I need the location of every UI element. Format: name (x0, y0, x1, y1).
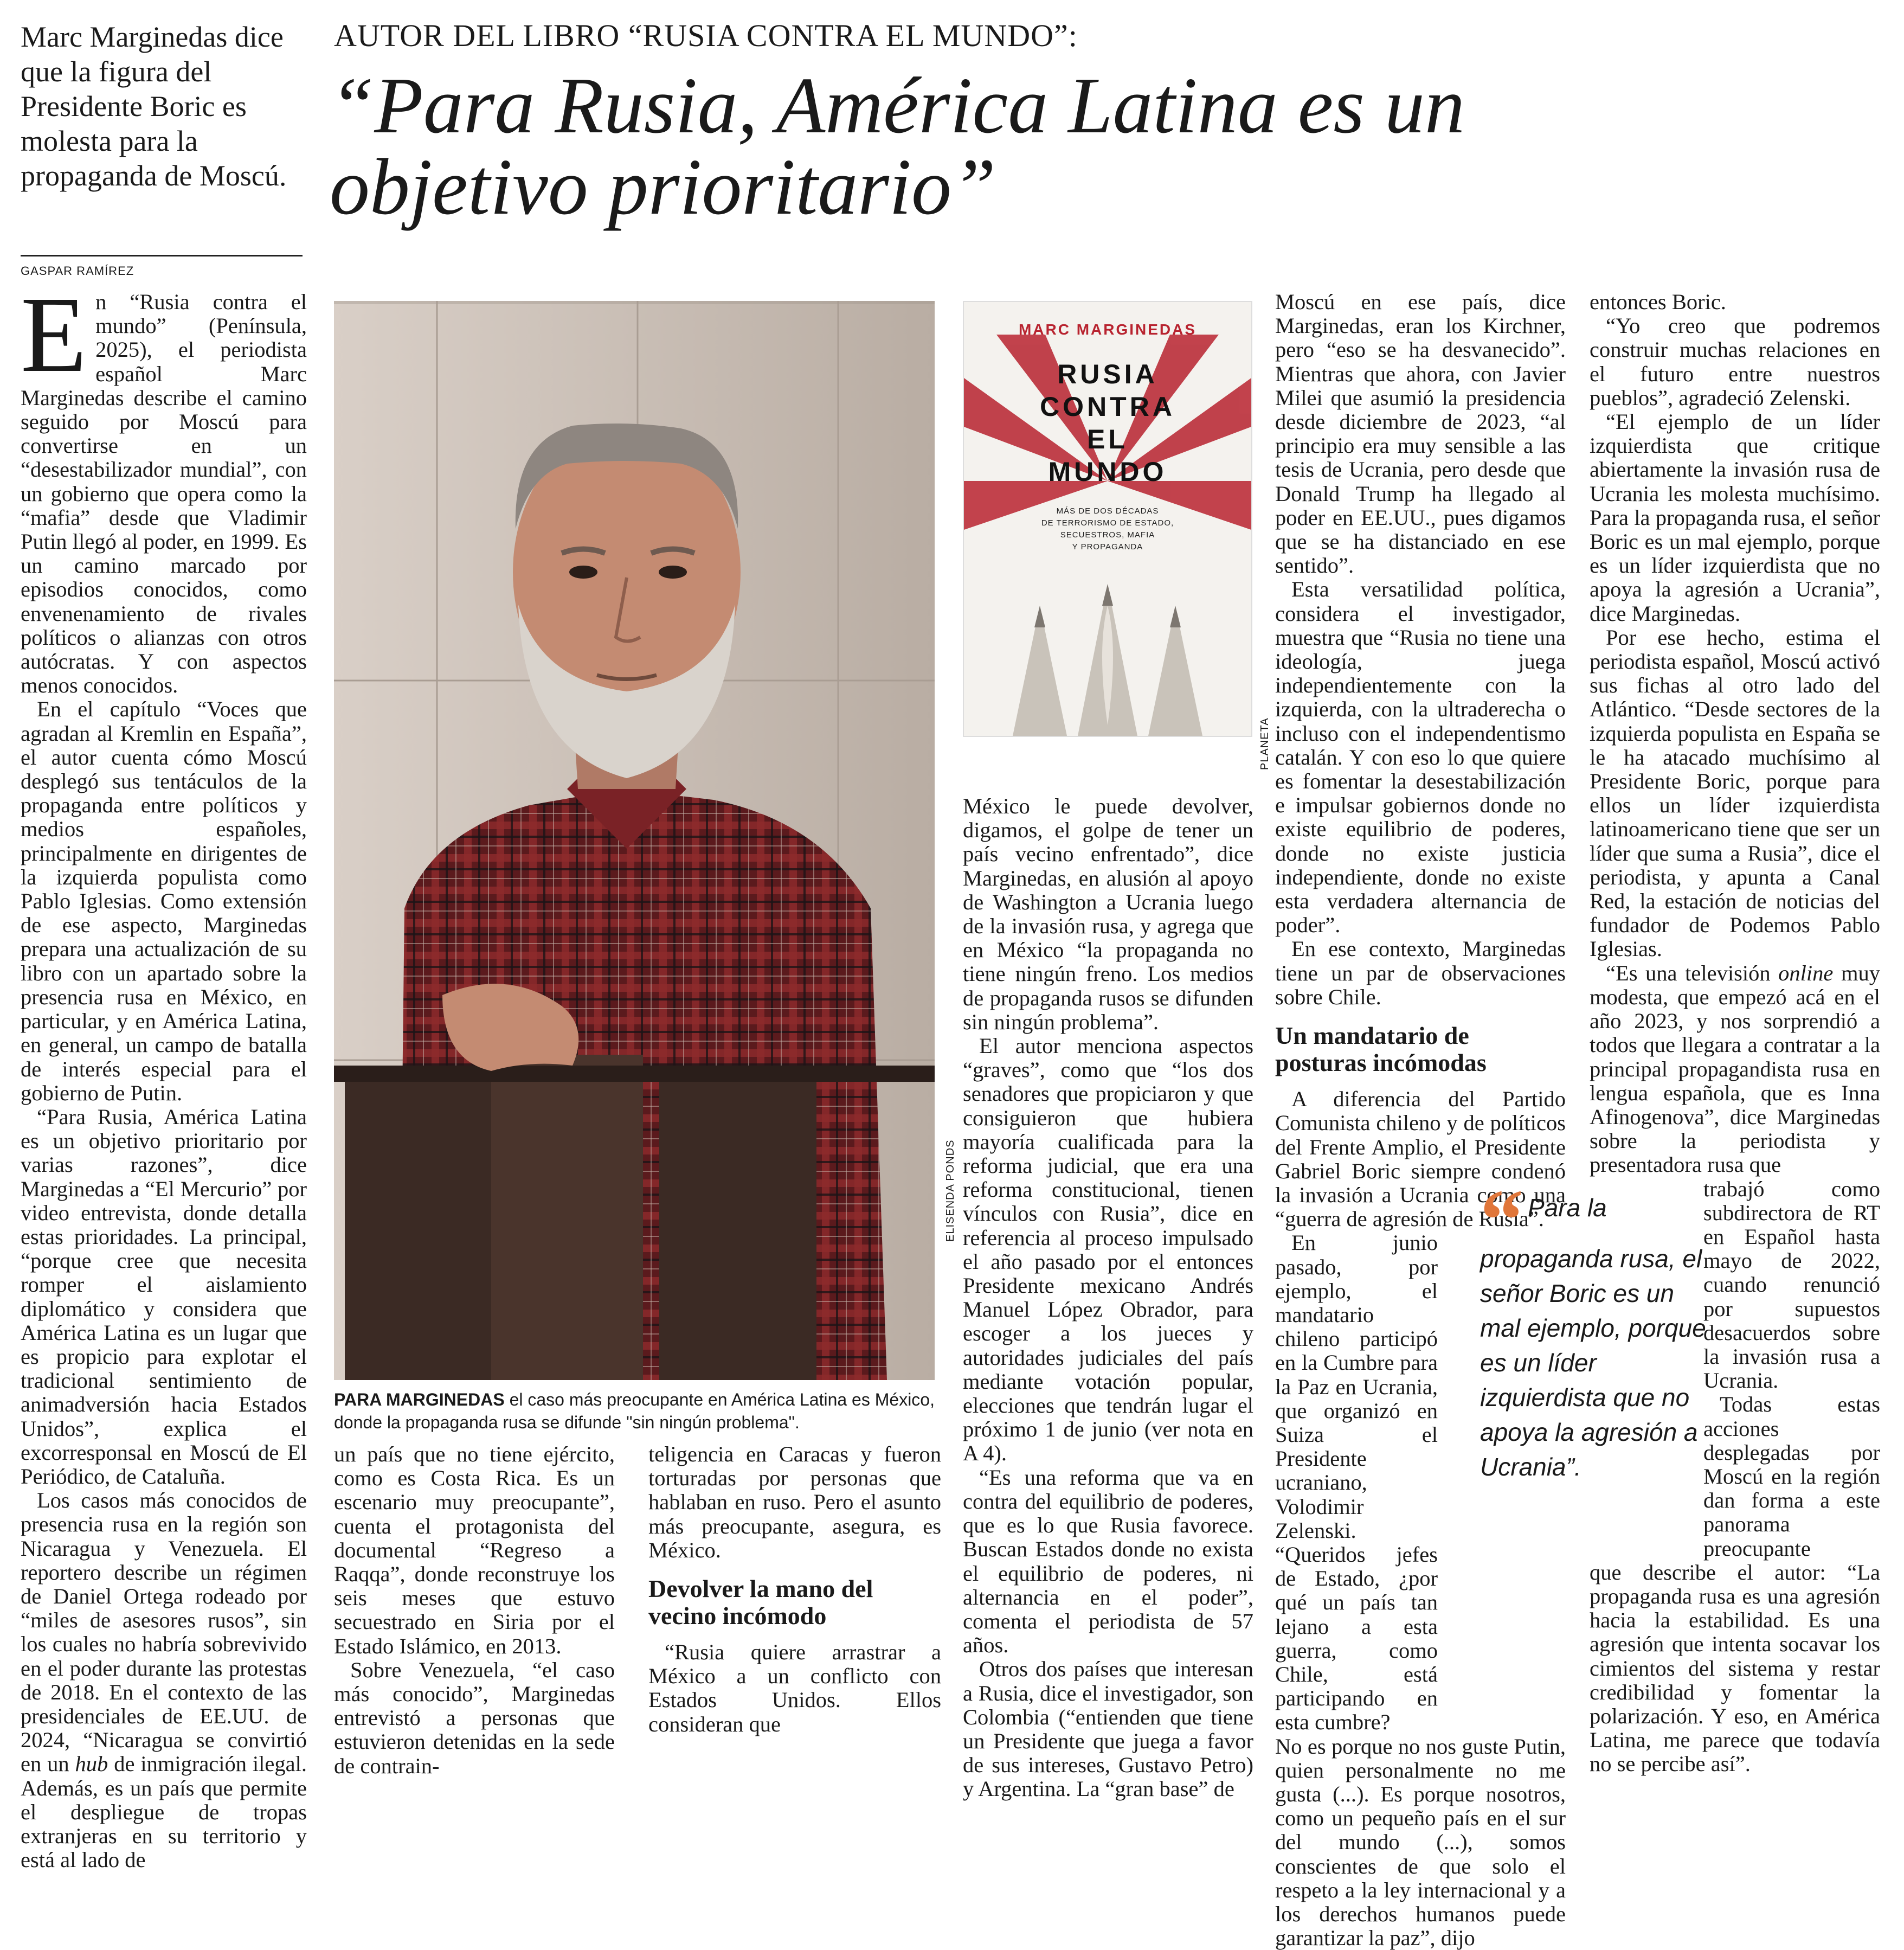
paragraph: Todas estas acciones desplegadas por Moscú en la región dan forma a este panorama preocupante (1703, 1392, 1880, 1561)
book-title-line: CONTRA (1040, 392, 1175, 422)
book-subtitle-line: SECUESTROS, MAFIA (1060, 530, 1155, 540)
book-cover (963, 301, 1252, 737)
paragraph: “El ejemplo de un líder izquierdista que critique abiertamente la invasión rusa de Ucrania les molesta muchísimo. Para la propaganda rusa, el señor Boric es un mal ejemplo, porque es un líder izquierdista que no apoya la agresión a Ucrania”, dice Marginedas. (1590, 409, 1880, 626)
paragraph: México le puede devolver, digamos, el golpe de tener un país vecino enfrentado”, dice Marginedas, en alusión al apoyo de Washington a Ucrania luego de la invasión rusa, y agrega que en México “la propaganda no tiene ningún freno. Los medios de propaganda rusos se difunden sin ningún problema”. (963, 794, 1253, 1034)
book-subtitle-line: DE TERRORISMO DE ESTADO, (1041, 518, 1174, 528)
paragraph: El autor menciona aspectos “graves”, como que “los dos senadores que propiciaron y que consiguieron que hubiera mayoría cualificada para la reforma judicial, que era una reforma constitucional, tienen vínculos con Rusia”, dice en referencia al proceso impulsado el año pasado por el entonces Presidente mexicano Andrés Manuel López Obrador, para escoger a los jueces y autoridades judiciales del país mediante votación popular, elecciones que tendrán lugar el próximo 1 de junio (ver nota en A 4). (963, 1034, 1253, 1466)
portrait-illustration (334, 301, 935, 1380)
paragraph: entonces Boric. (1590, 290, 1726, 314)
paragraph: Moscú en ese país, dice Marginedas, eran los Kirchner, pero “eso se ha desvanecido”. Mientras que ahora, con Javier Milei que asumió la presidencia desde diciembre de 2023, “al principio era muy sensible a las tesis de Ucrania, pero desde que Donald Trump ha llegado al poder en EE.UU., pues digamos que se ha distanciado en ese sentido”. (1275, 290, 1566, 578)
book-title-line: MUNDO (1048, 457, 1167, 487)
italic-word: online (1778, 960, 1834, 985)
italic-word: hub (75, 1752, 108, 1776)
paragraph: En el capítulo “Voces que agradan al Kremlin en España”, el autor cuenta cómo Moscú desplegó sus tentáculos de la propaganda entre políticos y medios españoles, principalmente en dirigentes de la izquierda populista como Pablo Iglesias. Como extensión de ese aspecto, Marginedas prepara una actualización de su libro con un apartado sobre la presencia rusa en México, en particular, y en América Latina, en general, un campo de batalla de interés especial para el gobierno de Putin. (21, 697, 307, 1105)
column-2 (334, 1442, 615, 1778)
paragraph: No es porque no nos guste Putin, quien personalmente no me gusta (...). Es porque nosotros, como un pequeño país en el sur del mundo (...), somos conscientes de que solo el respeto a la ley internacional y a los derechos humanos puede garantizar la paz”, dijo (1275, 1734, 1566, 1950)
byline: GASPAR RAMÍREZ (21, 255, 303, 278)
column-4 (963, 794, 1253, 1801)
text: n “Rusia contra el mundo” (Península, 2025), el periodista español Marc Marginedas describe el camino seguido por Moscú para convertirse en un “desestabilizador mundial”, con un gobierno que opera como la “mafia” desde que Vladimir Putin llegó al poder, en 1999. Es un camino marcado por episodios conocidos, como envenenamiento de rivales políticos o alianzas con otros autócratas. Y con aspectos menos conocidos. (21, 290, 307, 698)
column-5 (1275, 290, 1566, 1950)
photo-credit: ELISENDA PONDS (944, 1139, 956, 1242)
text: “Es una televisión (1606, 960, 1771, 985)
column-6 (1590, 290, 1880, 1776)
paragraph (1590, 961, 1880, 1177)
section-heading: Un mandatario de posturas incómodas (1275, 1022, 1487, 1077)
paragraph: que describe el autor: “La propaganda rusa es una agresión hacia la estabilidad. Es una agresión que intenta socavar los cimientos del sistema y restar credibilidad y fomentar la polarización. Y eso, en América Latina, me parece que todavía no se percibe así”. (1590, 1560, 1880, 1776)
book-cover-art (964, 302, 1251, 736)
text: de inmigración ilegal. Además, es un país que permite el despliegue de tropas extranjeras en su territorio y está al lado de (21, 1752, 307, 1872)
author-photo (334, 301, 935, 1380)
column-3 (648, 1442, 941, 1736)
paragraph: “Es una reforma que va en contra del equilibrio de poderes, que es lo que Rusia favorece. Buscan Estados donde no exista el equilibrio de poderes, ni alternancia en el poder”, comenta el periodista de 57 años. (963, 1465, 1253, 1658)
section-heading: Devolver la mano del vecino incómodo (648, 1575, 873, 1630)
book-title-line: EL (1087, 424, 1128, 454)
paragraph: Otros dos países que interesan a Rusia, dice el investigador, son Colombia (“entienden que tiene un Presidente que juega a favor de sus intereses, Gustavo Petro) y Argentina. La “gran base” de (963, 1657, 1253, 1801)
kicker: AUTOR DEL LIBRO “RUSIA CONTRA EL MUNDO”: (334, 18, 1078, 53)
paragraph: Sobre Venezuela, “el caso más conocido”, Marginedas entrevistó a personas que estuvieron detenidas en la sede de contrain- (334, 1657, 615, 1778)
paragraph: En junio pasado, por ejemplo, el mandatario chileno participó en la Cumbre para la Paz en Ucrania, que organizó en Suiza el Presidente ucraniano, Volodimir Zelenski. “Queridos jefes de Estado, ¿por qué un país tan lejano a esta guerra, como Chile, está participando en esta cumbre? (1275, 1230, 1438, 1735)
paragraph: un país que no tiene ejército, como es Costa Rica. Es un escenario muy preocupante”, cuenta el protagonista del documental “Regreso a Raqqa”, donde reconstruye los seis meses que estuvo secuestrado en Siria por el Estado Islámico, en 2013. (334, 1442, 615, 1658)
paragraph: trabajó como subdirectora de RT en Español hasta mayo de 2022, cuando renunció por supuestos desacuerdos sobre la invasión rusa a Ucrania. (1703, 1176, 1880, 1393)
paragraph: Esta versatilidad política, considera el investigador, muestra que “Rusia no tiene una ideología, juega independientemente con la izquierda, con la ultraderecha o incluso con el independentismo catalán. Y con eso lo que quiere es fomentar la desestabilización e impulsar gobiernos donde no existe equilibrio de poderes, donde no existe justicia independiente, donde no existe esta verdadera alternancia de poder”. (1275, 577, 1566, 938)
book-subtitle-line: MÁS DE DOS DÉCADAS (1056, 506, 1159, 516)
paragraph: A diferencia del Partido Comunista chileno y de políticos del Frente Amplio, el Presidente Gabriel Boric siempre condenó la invasión a Ucrania como una “guerra de agresión de Rusia”. (1275, 1087, 1566, 1231)
article-summary: Marc Marginedas dice que la figura del Presidente Boric es molesta para la propaganda de Moscú. (21, 21, 287, 192)
pull-quote-text: Para la propaganda rusa, el señor Boric es un mal ejemplo, porque es un líder izquierdista que no apoya la agresión a Ucrania”. (1480, 1194, 1706, 1481)
caption-lead: PARA MARGINEDAS (334, 1390, 505, 1409)
column-1 (21, 275, 307, 1872)
quote-mark-icon: “ (1480, 1171, 1523, 1268)
paragraph (21, 275, 307, 698)
dropcap: E (21, 275, 87, 395)
headline: “Para Rusia, América Latina es un objetivo prioritario” (330, 61, 1465, 232)
text: Los casos más conocidos de presencia rusa en la región son Nicaragua y Venezuela. El reportero describe un régimen de Daniel Ortega rodeado por “miles de asesores rusos”, sin los cuales no habría sobrevivido en el poder durante las protestas de 2018. En el contexto de las presidenciales de EE.UU. de 2024, “Nicaragua se convirtió en un (21, 1488, 307, 1776)
caption-text: el caso más preocupante en América Latina es México, donde la propaganda rusa se difunde "sin ningún problema". (334, 1390, 935, 1432)
book-credit: PLANETA (1259, 717, 1271, 770)
paragraph: teligencia en Caracas y fueron torturadas por personas que hablaban en ruso. Pero el asunto más preocupante, asegura, es México. (648, 1442, 941, 1562)
photo-caption (334, 1388, 936, 1434)
paragraph: “Rusia quiere arrastrar a México a un conflicto con Estados Unidos. Ellos consideran que (648, 1640, 941, 1736)
paragraph (21, 1489, 307, 1872)
paragraph: “Para Rusia, América Latina es un objetivo prioritario por varias razones”, dice Marginedas a “El Mercurio” por video entrevista, donde detalla estas prioridades. La principal, “porque cree que necesita romper el aislamiento diplomático y considera que América Latina es un lugar que es propicio para explotar el tradicional sentimiento de animadversión hacia Estados Unidos”, explica el excorresponsal en Moscú de El Periódico, de Cataluña. (21, 1104, 307, 1489)
book-author: MARC MARGINEDAS (1018, 321, 1197, 338)
paragraph: En ese contexto, Marginedas tiene un par de observaciones sobre Chile. (1275, 936, 1566, 1009)
paragraph: “Yo creo que podremos construir muchas relaciones en el futuro entre nuestros pueblos”, agradeció Zelenski. (1590, 313, 1880, 410)
book-title-line: RUSIA (1057, 359, 1158, 389)
book-subtitle-line: Y PROPAGANDA (1072, 542, 1143, 551)
paragraph: Por ese hecho, estima el periodista español, Moscú activó sus fichas al otro lado del Atlántico. “Desde sectores de la izquierda populista en España se le ha atacado muchísimo al Presidente Boric, porque para ellos un líder izquierdista latinoamericano tiene que ser un líder que suma a Rusia”, dice el periodista, y apunta a Canal Red, la estación de noticias del fundador de Podemos Pablo Iglesias. (1590, 625, 1880, 961)
text: muy modesta, que empezó acá en el año 2023, y nos sorprendió a todos que llegara a contratar a la principal propagandista rusa en lengua española, que es Inna Afinogenova”, dice Marginedas sobre la periodista y presentadora rusa que (1590, 960, 1880, 1177)
